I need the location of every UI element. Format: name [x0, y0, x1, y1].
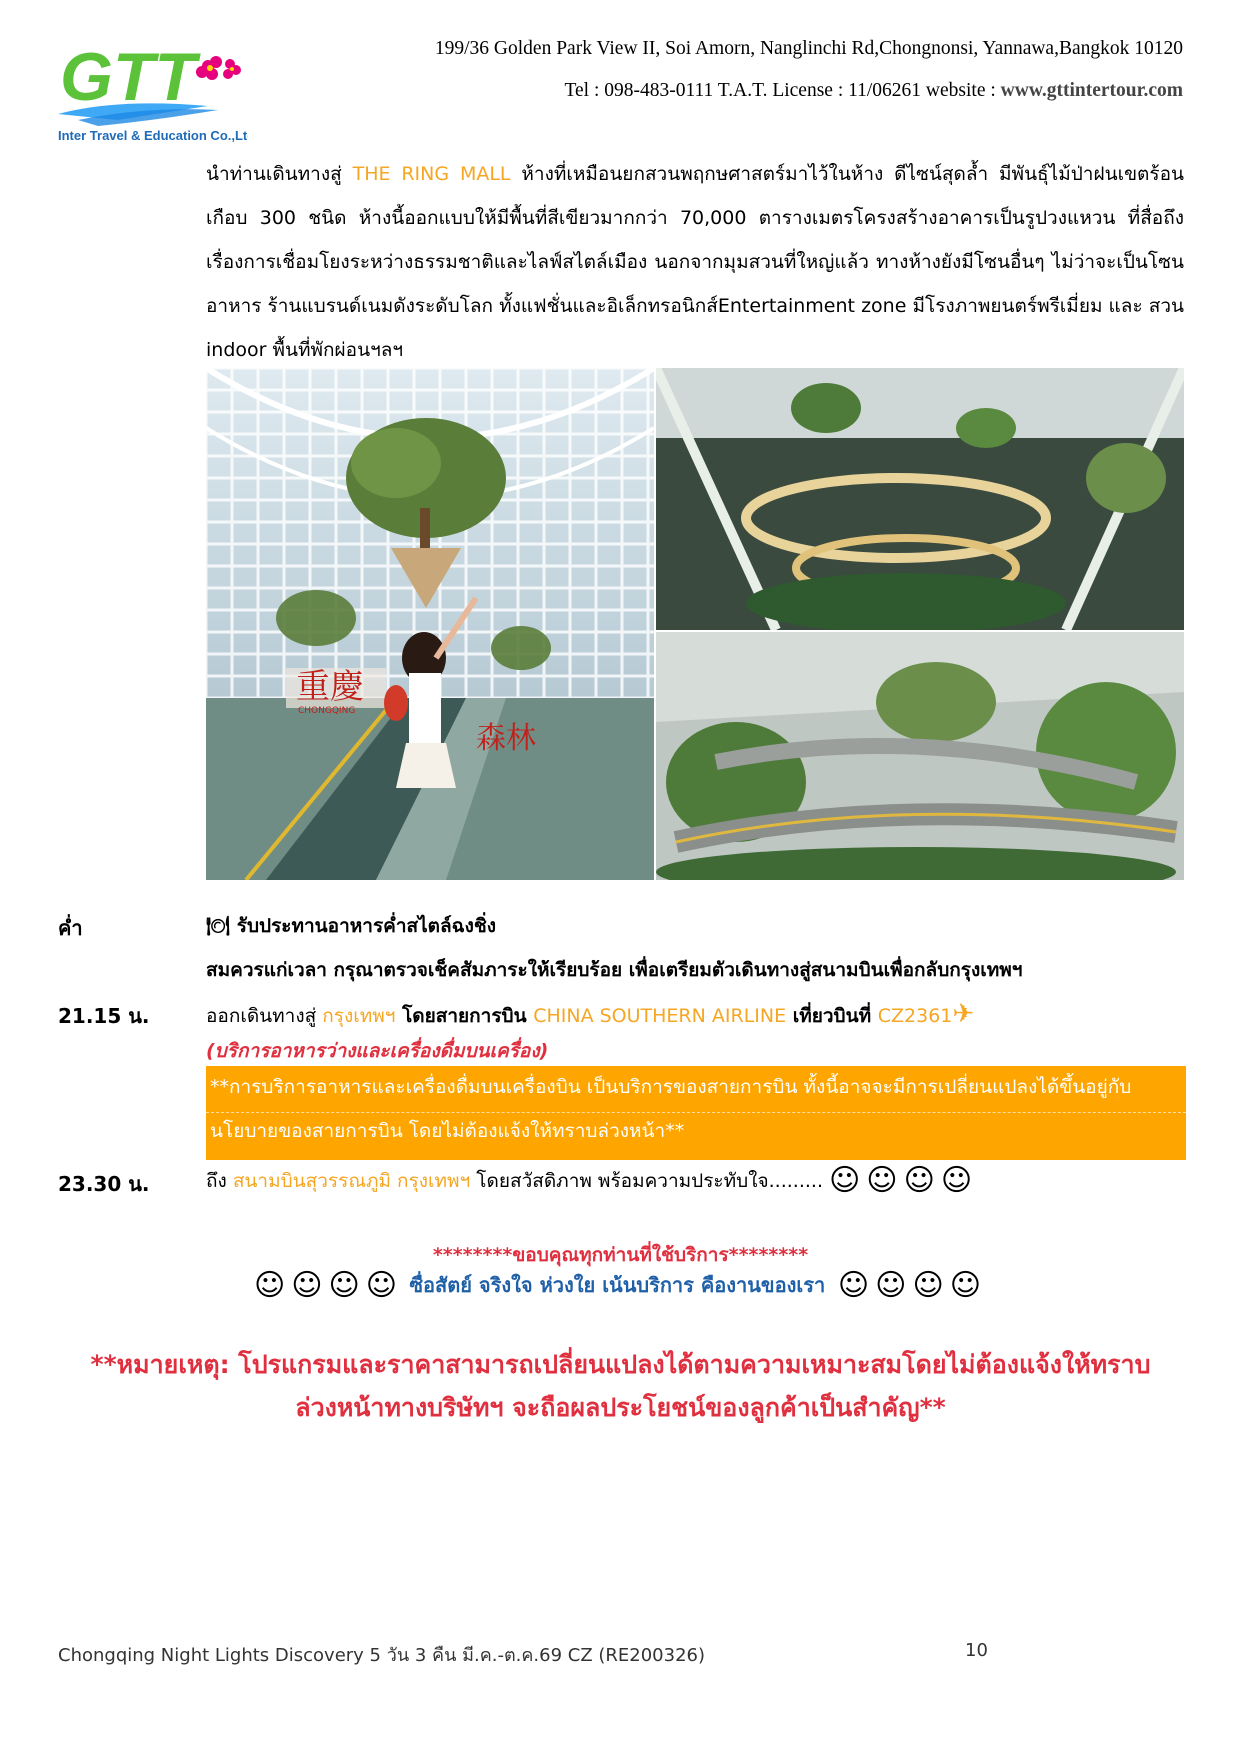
- intro-paragraph: นำท่านเดินทางสู่ THE RING MALL ห้างที่เหมือนยกสวนพฤกษศาสตร์มาไว้ในห้าง ดีไซน์สุดล้ำ มีพันธุ์ไม้ป่าฝนเขตร้อนเกือบ 300 ชนิด ห้างนี้ออกแบบให้มีพื้นที่สีเขียวมากกว่า 70,000 ตารางเมตรโครงสร้างอาคารเป็นรูปวงแหวน ที่สื่อถึงเรื่องการเชื่อมโยงระหว่างธรรมชาติและไลฟ์สไตล์เมือง นอกจากมุมสวนที่ใหญ่แล้ว ทางห้างยังมีโซนอื่นๆ ไม่ว่าจะเป็นโซนอาหาร ร้านแบรนด์เนมดังระดับโลก ทั้งแฟชั่นและอิเล็กทรอนิกส์Entertainment zone มีโรงภาพยนตร์พรีเมี่ยม และ สวน indoor พื้นที่พักผ่อนฯลฯ: [206, 163, 1185, 361]
- website-link[interactable]: www.gttintertour.com: [1000, 80, 1183, 101]
- photo-collage: [206, 368, 1184, 880]
- notice-line-1: **การบริการอาหารและเครื่องดื่มบนเครื่องบิน เป็นบริการของสายการบิน ทั้งนี้อาจจะมีการเปลี่ยนแปลงได้ขึ้นอยู่กับ: [210, 1076, 1132, 1098]
- photo-ring-walkway: [656, 368, 1184, 630]
- smiley-icons-left: ☺☺☺☺: [253, 1268, 404, 1303]
- departure-line: ออกเดินทางสู่ กรุงเทพฯ โดยสายการบิน CHINA SOUTHERN AIRLINE เที่ยวบินที่ CZ2361✈: [206, 999, 975, 1029]
- notice-line-2: นโยบายของสายการบิน โดยไม่ต้องแจ้งให้ทราบล่วงหน้า**: [210, 1120, 685, 1142]
- company-logo: [58, 36, 248, 154]
- flight-number: CZ2361: [877, 1005, 953, 1027]
- remark-line-1: **หมายเหตุ: โปรแกรมและราคาสามารถเปลี่ยนแปลงได้ตามความเหมาะสมโดยไม่ต้องแจ้งให้ทราบ: [90, 1350, 1151, 1379]
- company-motto: ซื่อสัตย์ จริงใจ ห่วงใย เน้นบริการ คืองานของเรา: [409, 1273, 826, 1297]
- inflight-service-note: (บริการอาหารว่างและเครื่องดื่มบนเครื่อง): [206, 1040, 549, 1062]
- svg-text:重慶: 重慶: [296, 667, 364, 707]
- time-dinner: ค่ำ: [58, 916, 83, 940]
- company-contact: Tel : 098-483-0111 T.A.T. License : 11/06261 website : www.gttintertour.com: [564, 80, 1183, 101]
- motto-line: [0, 1268, 1241, 1303]
- time-arrive: 23.30 น.: [58, 1172, 150, 1196]
- remark-line-2: ล่วงหน้าทางบริษัทฯ จะถือผลประโยชน์ของลูกค้าเป็นสำคัญ**: [295, 1393, 946, 1422]
- flower-icon: [196, 56, 241, 80]
- notice-divider: [206, 1112, 1186, 1113]
- airline-notice-box: [206, 1066, 1186, 1160]
- city-name: กรุงเทพฯ: [322, 1005, 396, 1027]
- smiley-icons: ☺☺☺☺: [829, 1163, 979, 1198]
- photo-escalator-atrium: [206, 368, 654, 880]
- dining-icon: 🍽: [206, 915, 231, 937]
- dinner-title: 🍽 รับประทานอาหารค่ำสไตล์ฉงชิ่ง: [206, 915, 497, 937]
- airport-name: สนามบินสุวรรณภูมิ กรุงเทพฯ: [232, 1170, 471, 1192]
- svg-text:森林: 森林: [476, 721, 536, 756]
- smiley-icons-right: ☺☺☺☺: [837, 1268, 988, 1303]
- airline-name: CHINA SOUTHERN AIRLINE: [533, 1005, 787, 1027]
- footer-program-code: Chongqing Night Lights Discovery 5 วัน 3 คืน มี.ค.-ต.ค.69 CZ (RE200326): [58, 1645, 706, 1666]
- arrival-line: ถึง สนามบินสุวรรณภูมิ กรุงเทพฯ โดยสวัสดิภาพ พร้อมความประทับใจ......... ☺☺☺☺: [206, 1163, 979, 1198]
- company-address: 199/36 Golden Park View II, Soi Amorn, Nanglinchi Rd,Chongnonsi, Yannawa,Bangkok 10120: [434, 38, 1183, 59]
- svg-text:CHONGQING: CHONGQING: [298, 706, 356, 716]
- time-depart: 21.15 น.: [58, 1004, 150, 1028]
- thanks-line: ********ขอบคุณทุกท่านที่ใช้บริการ********: [432, 1244, 809, 1266]
- page-number: 10: [965, 1640, 988, 1661]
- dinner-note: สมควรแก่เวลา กรุณาตรวจเช็คสัมภาระให้เรียบร้อย เพื่อเตรียมตัวเดินทางสู่สนามบินเพื่อกลับกรุงเทพฯ: [206, 959, 1023, 981]
- place-name: THE RING MALL: [352, 163, 511, 185]
- photo-skywalk-garden: [656, 632, 1184, 880]
- svg-text:Inter Travel & Education Co.,L: Inter Travel & Education Co.,Ltd.: [58, 128, 248, 143]
- logo-g: GTT: [60, 39, 196, 115]
- plane-icon: ✈: [952, 999, 975, 1029]
